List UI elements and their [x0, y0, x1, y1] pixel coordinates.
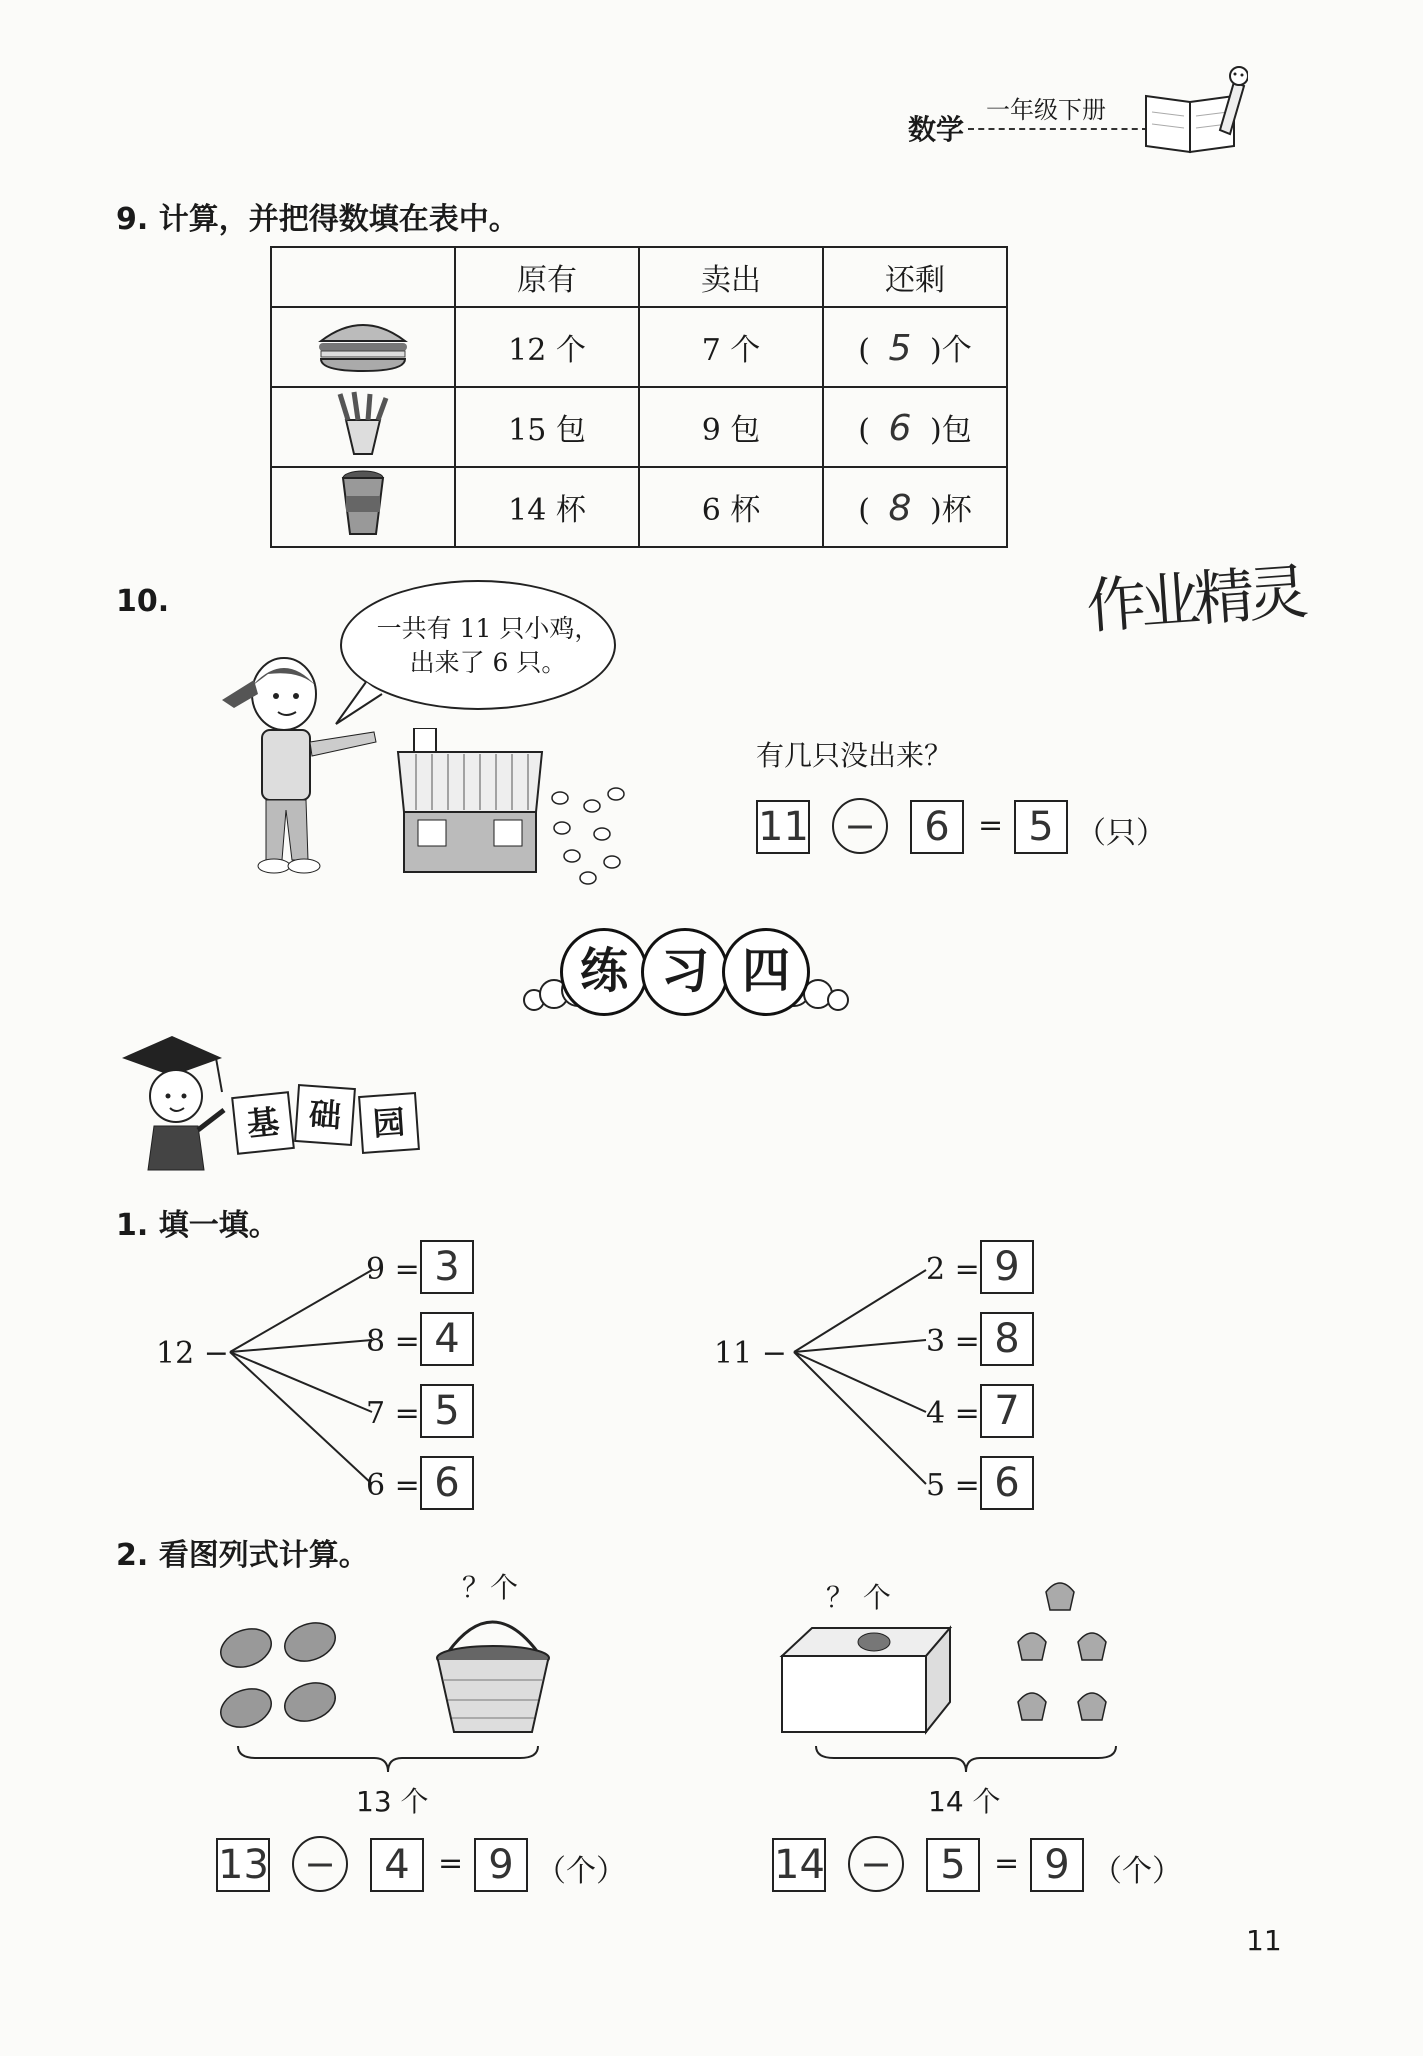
answer-box: 5: [926, 1838, 980, 1892]
answer-box: 9: [474, 1838, 528, 1892]
tree-item: 3 =: [926, 1324, 980, 1359]
banner-char: 习: [641, 928, 729, 1016]
answer-box: 7: [980, 1384, 1034, 1438]
header-divider: [968, 128, 1148, 130]
answer-box: 8: [980, 1312, 1034, 1366]
answer-box: 5: [420, 1384, 474, 1438]
banner-char: 四: [722, 928, 810, 1016]
table-cell: 12 个: [455, 307, 639, 387]
table-row: [271, 467, 1007, 547]
tree-item: 4 =: [926, 1396, 980, 1431]
total-label: 13 个: [356, 1785, 429, 1818]
q10-question: 有几只没出来？: [756, 739, 953, 772]
table-header: 还剩: [823, 247, 1007, 307]
notebook-pencil-icon: [1138, 56, 1248, 156]
basket-icon: [430, 1604, 556, 1738]
q9-title: 9. 计算，并把得数填在表中。: [116, 202, 519, 237]
chicks-icon: [546, 786, 632, 886]
table-cell: 7 个: [639, 307, 823, 387]
table-header: [271, 247, 455, 307]
section-banner: [560, 928, 798, 1016]
tree-base: 12 −: [156, 1336, 229, 1371]
cup-icon: [271, 467, 455, 547]
answer-value: 8: [888, 488, 912, 529]
brace-icon: [814, 1744, 1118, 1774]
tree-item: 5 =: [926, 1468, 980, 1503]
chicken-house-icon: [396, 728, 546, 874]
section-tile: 基: [231, 1091, 295, 1155]
answer-box: 5: [1014, 800, 1068, 854]
answer-value: 6: [888, 408, 912, 449]
section-tile: 础: [294, 1084, 356, 1146]
equals-sign: =: [978, 808, 1004, 843]
total-label: 14 个: [928, 1785, 1001, 1818]
table-cell: 6 杯: [639, 467, 823, 547]
hamburger-icon: [271, 307, 455, 387]
unit-label: （个）: [536, 1854, 626, 1889]
graduate-boy-icon: [112, 1030, 232, 1180]
table-cell: ( 6 )包: [823, 387, 1007, 467]
page-number: 11: [1246, 1924, 1282, 1957]
table-cell: 9 包: [639, 387, 823, 467]
answer-box: 14: [772, 1838, 826, 1892]
equals-sign: =: [438, 1846, 464, 1881]
answer-box: 9: [980, 1240, 1034, 1294]
header-grade: 一年级下册: [986, 96, 1106, 124]
table-row: [271, 387, 1007, 467]
fries-icon: [271, 387, 455, 467]
q2-title: 2. 看图列式计算。: [116, 1538, 369, 1573]
answer-box: 9: [1030, 1838, 1084, 1892]
tree-item: 2 =: [926, 1252, 980, 1287]
q1-title: 1. 填一填。: [116, 1208, 279, 1243]
speech-text: 一共有 11 只小鸡，出来了 6 只。: [376, 614, 600, 677]
tree-lines: [226, 1258, 376, 1498]
q10-label: 10.: [116, 584, 170, 619]
tree-item: 8 =: [366, 1324, 420, 1359]
unit-label: （个）: [1092, 1854, 1182, 1889]
answer-box: 11: [756, 800, 810, 854]
unit-label: （只）: [1076, 816, 1166, 851]
question-label: ？ 个: [826, 1581, 891, 1614]
table-cell: 14 杯: [455, 467, 639, 547]
table-cell: ( 5 )个: [823, 307, 1007, 387]
answer-box: 4: [370, 1838, 424, 1892]
operator-circle: −: [292, 1836, 348, 1892]
cupcakes-icon: [1012, 1572, 1136, 1742]
answer-box: 3: [420, 1240, 474, 1294]
brace-icon: [236, 1744, 540, 1774]
table-cell: ( 8 )杯: [823, 467, 1007, 547]
operator-circle: −: [848, 1836, 904, 1892]
answer-box: 4: [420, 1312, 474, 1366]
equals-sign: =: [994, 1846, 1020, 1881]
table-row: [271, 307, 1007, 387]
girl-pointing-icon: [214, 650, 384, 880]
section-tile: 园: [358, 1092, 420, 1154]
q9-table: [270, 246, 1008, 548]
tree-base: 11 −: [714, 1336, 787, 1371]
answer-box: 6: [980, 1456, 1034, 1510]
answer-box: 13: [216, 1838, 270, 1892]
tree-item: 9 =: [366, 1252, 420, 1287]
operator-circle: −: [832, 798, 888, 854]
header-subject: 数学: [908, 113, 965, 146]
answer-box: 6: [420, 1456, 474, 1510]
question-label: ？个: [462, 1571, 519, 1604]
table-header: 原有: [455, 247, 639, 307]
handwritten-signature: 作业精灵: [1084, 557, 1305, 643]
table-cell: 15 包: [455, 387, 639, 467]
answer-value: 5: [888, 328, 912, 369]
cake-box-icon: [776, 1622, 956, 1742]
eggplant-icon: [216, 1612, 346, 1738]
answer-box: 6: [910, 800, 964, 854]
tree-lines: [790, 1258, 930, 1498]
banner-char: 练: [560, 928, 648, 1016]
table-header: 卖出: [639, 247, 823, 307]
tree-item: 6 =: [366, 1468, 420, 1503]
tree-item: 7 =: [366, 1396, 420, 1431]
